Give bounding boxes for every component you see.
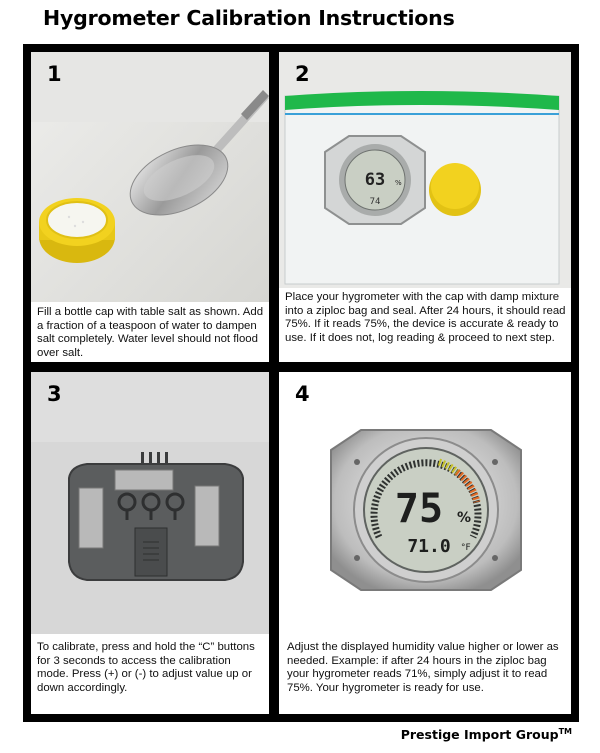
lcd-humidity-value: 75	[394, 486, 444, 532]
hygrometer-front-photo	[279, 372, 571, 634]
page-title: Hygrometer Calibration Instructions	[43, 6, 455, 30]
lcd-temp-value: 71.0	[407, 536, 451, 557]
brand-name: Prestige Import Group	[400, 727, 559, 743]
svg-text:%: %	[395, 179, 402, 187]
hygrometer-back-photo	[31, 372, 269, 634]
step-4-panel	[279, 372, 571, 714]
ziploc-bag-photo	[279, 52, 571, 288]
step-4-caption: Adjust the displayed humidity value higher or lower as needed. Example: if after 24 hours in the ziploc bag your hygrometer reads 71%, simply adjust it to read 75%. Your hygrometer is ready for use.	[287, 641, 559, 694]
lcd-humidity-value: 63	[364, 170, 386, 190]
svg-text:°F: °F	[461, 543, 471, 553]
step-number: 2	[295, 62, 310, 86]
svg-text:%: %	[457, 510, 472, 526]
step-1-caption: Fill a bottle cap with table salt as shown. Add a fraction of a teaspoon of water to dampen salt completely. Water level should not flood over salt.	[37, 306, 264, 359]
step-number: 3	[47, 382, 62, 406]
step-number: 1	[47, 62, 62, 86]
step-3-caption: To calibrate, press and hold the “C” buttons for 3 seconds to access the calibration mode. Press (+) or (-) to adjust value up or down accordingly.	[37, 641, 255, 694]
step-1-panel	[31, 52, 269, 362]
step-2-panel	[279, 52, 571, 362]
lcd-temp-value: 74	[369, 197, 381, 207]
salt-cap-spoon-photo	[31, 52, 269, 302]
step-2-caption: Place your hygrometer with the cap with damp mixture into a ziploc bag and seal. After 24 hours, it should read 75%. If it reads 75%, the device is accurate & ready to use. If it does not, log reading & proceed to next step.	[285, 291, 566, 344]
brand-footer	[401, 727, 572, 742]
step-3-panel	[31, 372, 269, 714]
trademark-mark: TM	[558, 727, 572, 736]
step-number: 4	[295, 382, 310, 406]
